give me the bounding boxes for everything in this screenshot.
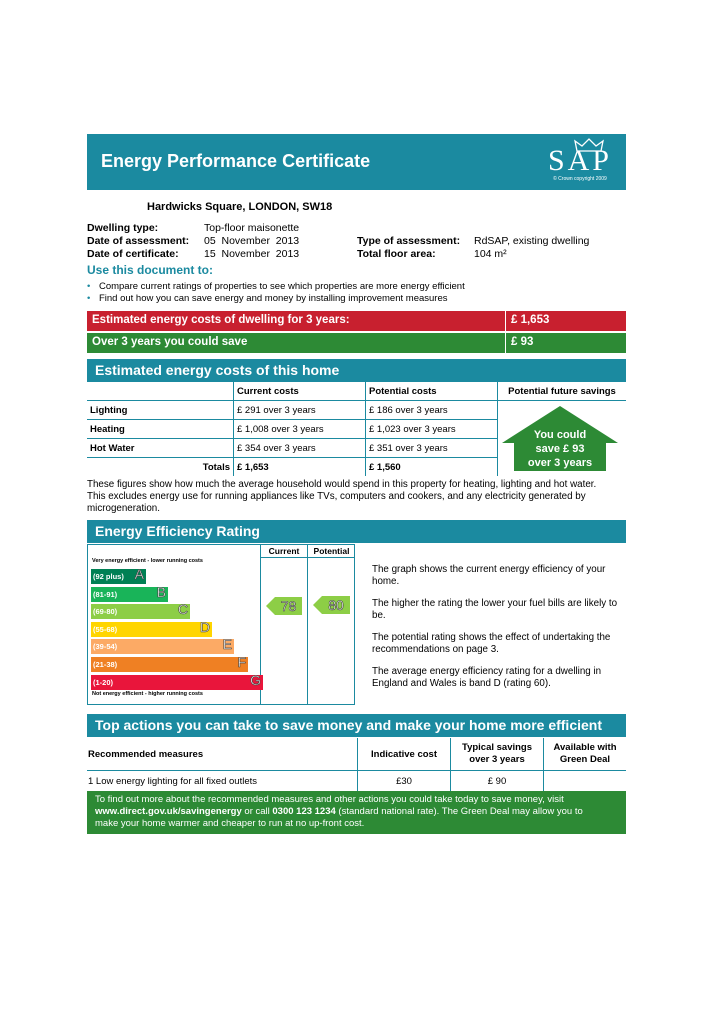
bullet-text: Compare current ratings of properties to see which properties are more energy efficient [98, 281, 465, 292]
col-indicative-cost: Indicative cost [358, 738, 451, 771]
sap-logo [548, 146, 612, 182]
date-assessment-label: Date of assessment: [87, 235, 190, 247]
band-letter: E [222, 636, 232, 653]
divider [505, 311, 506, 331]
row-label: Hot Water [87, 439, 234, 458]
col-green-deal [544, 738, 627, 771]
bullet-text: Find out how you can save energy and money by installing improvement measures [98, 293, 448, 304]
footer-text: or call [241, 806, 273, 817]
crown-icon [574, 138, 604, 152]
savings-arrow [502, 406, 618, 471]
table-header-row [87, 738, 626, 771]
type-assessment-value: RdSAP, existing dwelling [474, 235, 590, 247]
arrow-line: save £ 93 [535, 443, 585, 455]
footer-phone: 0300 123 1234 [272, 806, 336, 817]
rating-top-label: Very energy efficient - lower running costs [92, 558, 203, 564]
costs-section-title: Estimated energy costs of this home [87, 359, 626, 382]
rating-band-b [91, 583, 168, 602]
dwelling-type-label: Dwelling type: [87, 222, 159, 234]
footer-line: make your home warmer and cheaper to run at no up-front cost. [95, 818, 365, 829]
row-label: Heating [87, 420, 234, 439]
dwelling-type-value: Top-floor maisonette [204, 222, 300, 234]
col-typical-savings-line: Typical savings [461, 742, 533, 753]
band-letter: G [250, 671, 261, 688]
band-range: (92 plus) [93, 572, 124, 581]
arrow-line: over 3 years [527, 457, 593, 469]
band-range: (69-80) [93, 607, 118, 617]
cell-cost: £30 [358, 771, 451, 792]
current-rating-value: 78 [280, 598, 297, 614]
savings-arrow-text [502, 428, 618, 470]
date-certificate-value: 15 November 2013 [204, 248, 300, 260]
rating-text: The graph shows the current energy efficiency of your home. [372, 564, 606, 587]
type-assessment-label: Type of assessment: [357, 235, 461, 247]
floor-area-value: 104 m² [474, 248, 507, 260]
divider [260, 557, 355, 558]
band-letter: F [237, 654, 246, 670]
cost-summary-value: £ 1,653 [511, 314, 550, 326]
totals-current: £ 1,653 [234, 458, 366, 477]
cell-current: £ 291 over 3 years [234, 401, 366, 420]
footer-text: (standard national rate). The Green Deal may allow you to [335, 806, 583, 817]
band-range: (39-54) [93, 642, 118, 652]
rating-text: The average energy efficiency rating for a dwelling in England and Wales is band D (rating 60). [372, 666, 602, 689]
table-row [87, 771, 626, 792]
col-measures: Recommended measures [87, 738, 358, 771]
property-address: Hardwicks Square, LONDON, SW18 [147, 201, 333, 213]
rating-bottom-label: Not energy efficient - higher running costs [92, 691, 203, 697]
band-letter: A [134, 566, 144, 582]
savings-summary-value: £ 93 [511, 336, 534, 348]
floor-area-label: Total floor area: [357, 248, 436, 260]
rating-band-e [91, 636, 234, 654]
cell-potential: £ 1,023 over 3 years [366, 420, 498, 439]
cell-current: £ 354 over 3 years [234, 439, 366, 458]
bullet-icon: • [87, 281, 91, 292]
measures-table [87, 738, 626, 792]
band-range: (55-68) [93, 624, 118, 634]
use-doc-bullet [87, 281, 465, 292]
col-current-rating: Current [268, 546, 300, 556]
footer-line [95, 806, 618, 818]
rating-section-title: Energy Efficiency Rating [87, 520, 626, 543]
savings-summary-label: Over 3 years you could save [92, 336, 248, 348]
rating-band-c [91, 601, 190, 619]
costs-note: These figures show how much the average household would spend in this property for heating, lighting and hot water. This excludes energy use for running appliances like TVs, computers and cookers, and any electricity generated by microgeneration. [87, 479, 597, 514]
band-letter: C [177, 601, 188, 618]
cell-potential: £ 351 over 3 years [366, 439, 498, 458]
use-doc-heading: Use this document to: [87, 263, 214, 277]
date-assessment-value: 05 November 2013 [204, 235, 300, 247]
totals-label: Totals [202, 461, 230, 473]
use-doc-bullet [87, 293, 448, 304]
col-potential-rating: Potential [313, 546, 350, 556]
potential-rating-value: 80 [328, 597, 344, 613]
rating-band-g [91, 671, 263, 690]
band-range: (81-91) [93, 589, 118, 599]
rating-explanation [372, 564, 626, 689]
rating-text: The potential rating shows the effect of undertaking the recommendations on page 3. [372, 632, 611, 655]
potential-rating-arrow [313, 596, 350, 614]
actions-section-title: Top actions you can take to save money and make your home more efficient [87, 714, 626, 737]
bullet-icon: • [87, 293, 91, 304]
certificate-header [87, 134, 626, 190]
col-green-deal-line: Green Deal [559, 754, 611, 765]
sap-copyright: © Crown copyright 2009 [553, 176, 607, 182]
cell-measure: 1 Low energy lighting for all fixed outlets [87, 771, 358, 792]
band-letter: B [156, 583, 166, 600]
col-typical-savings [451, 738, 544, 771]
col-potential-costs: Potential costs [366, 382, 498, 401]
current-rating-arrow [266, 597, 302, 615]
col-typical-savings-line: over 3 years [469, 754, 525, 765]
rating-band-f [91, 654, 248, 672]
cost-summary-label: Estimated energy costs of dwelling for 3 years: [92, 314, 350, 326]
page-title: Energy Performance Certificate [101, 151, 371, 171]
rating-text: The higher the rating the lower your fuel bills are likely to be. [372, 598, 618, 621]
table-header-row [87, 382, 626, 401]
footer-line: To find out more about the recommended measures and other actions you could take today to save money, visit [95, 794, 564, 805]
cell-savings: £ 90 [451, 771, 544, 792]
band-letter: D [199, 618, 210, 635]
footer-link[interactable]: www.direct.gov.uk/savingenergy [95, 806, 242, 817]
cell-current: £ 1,008 over 3 years [234, 420, 366, 439]
date-certificate-label: Date of certificate: [87, 248, 179, 260]
col-current-costs: Current costs [234, 382, 366, 401]
rating-band-d [91, 618, 212, 637]
totals-potential: £ 1,560 [366, 458, 498, 477]
sap-logo-text: SAP [547, 144, 612, 177]
divider [505, 333, 506, 353]
row-label: Lighting [87, 401, 234, 420]
arrow-line: You could [533, 429, 587, 441]
cell-potential: £ 186 over 3 years [366, 401, 498, 420]
band-range: (21-38) [93, 660, 118, 669]
col-future-savings: Potential future savings [498, 382, 627, 401]
band-range: (1-20) [93, 677, 114, 687]
savings-summary-bar [87, 333, 626, 353]
footer-panel [87, 791, 626, 834]
col-green-deal-line: Available with [553, 742, 617, 753]
cell-green-deal [544, 771, 627, 792]
cost-summary-bar [87, 311, 626, 331]
divider [307, 544, 308, 705]
rating-band-a [91, 566, 146, 584]
